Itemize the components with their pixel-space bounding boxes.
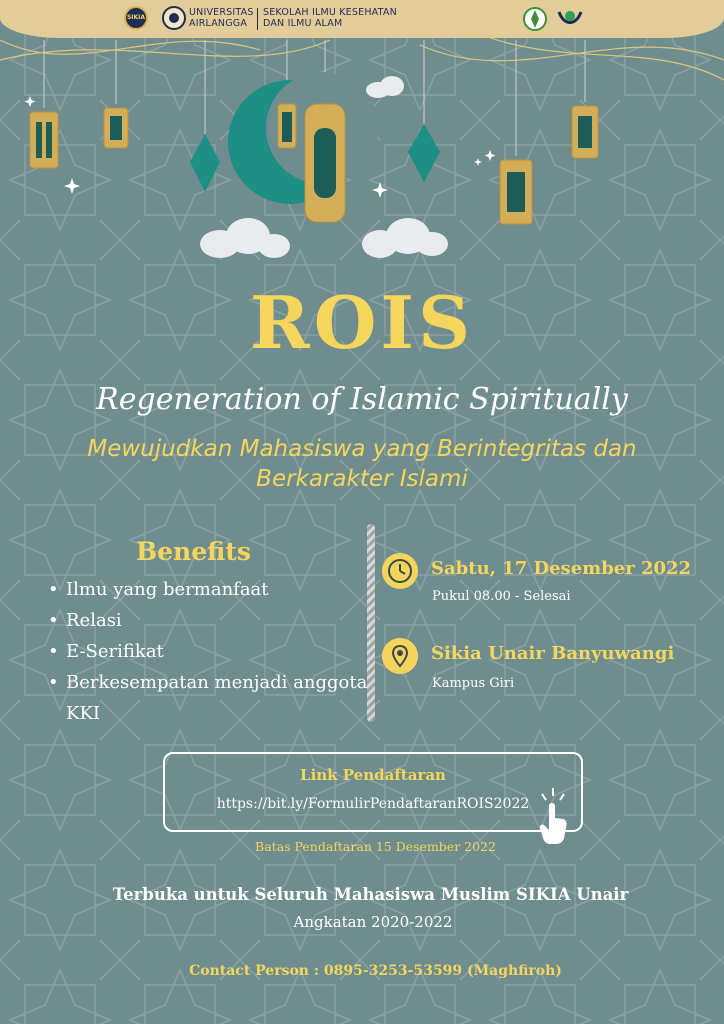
registration-link[interactable]: https://bit.ly/FormulirPendaftaranROIS2022 xyxy=(216,796,530,812)
event-time: Pukul 08.00 - Selesai xyxy=(432,589,571,604)
hand-pointer-icon xyxy=(536,786,570,846)
rope-divider xyxy=(367,524,375,722)
clock-icon xyxy=(382,553,418,589)
event-venue: Sikia Unair Banyuwangi xyxy=(431,643,675,664)
registration-deadline: Batas Pendaftaran 15 Desember 2022 xyxy=(255,839,496,854)
eligibility-text: Terbuka untuk Seluruh Mahasiswa Muslim SIKIA Unair xyxy=(112,885,629,904)
eligible-batch: Angkatan 2020-2022 xyxy=(293,913,453,931)
school-line-1: SEKOLAH ILMU KESEHATAN xyxy=(263,7,397,18)
ramadan-decoration xyxy=(0,0,724,280)
event-date: Sabtu, 17 Desember 2022 xyxy=(431,558,692,579)
benefit-item: • Ilmu yang bermanfaat xyxy=(48,574,368,605)
sikia-logo-text: SIKIA xyxy=(126,14,146,21)
map-pin-icon xyxy=(382,638,418,674)
tagline-line-1: Mewujudkan Mahasiswa yang Berintegritas dan xyxy=(87,436,637,462)
event-title: ROIS xyxy=(249,280,475,365)
contact-person: Contact Person : 0895-3253-53599 (Maghfiroh) xyxy=(189,963,562,979)
registration-box xyxy=(163,752,583,832)
benefits-list xyxy=(48,574,368,729)
event-venue-sub: Kampus Giri xyxy=(432,676,515,691)
school-line-2: DAN ILMU ALAM xyxy=(263,18,343,29)
tagline-line-2: Berkarakter Islami xyxy=(256,466,468,492)
university-line-2: AIRLANGGA xyxy=(189,18,248,29)
event-tagline xyxy=(0,434,724,494)
benefit-item: • Berkesempatan menjadi anggota KKI xyxy=(48,667,368,729)
event-subtitle: Regeneration of Islamic Spiritually xyxy=(96,382,628,417)
crescent-moon-icon xyxy=(228,72,378,204)
benefit-item: • E-Serifikat xyxy=(48,636,368,667)
benefit-item: • Relasi xyxy=(48,605,368,636)
benefits-heading: Benefits xyxy=(136,537,251,566)
university-line-1: UNIVERSITAS xyxy=(189,7,254,18)
registration-label: Link Pendaftaran xyxy=(300,766,446,784)
